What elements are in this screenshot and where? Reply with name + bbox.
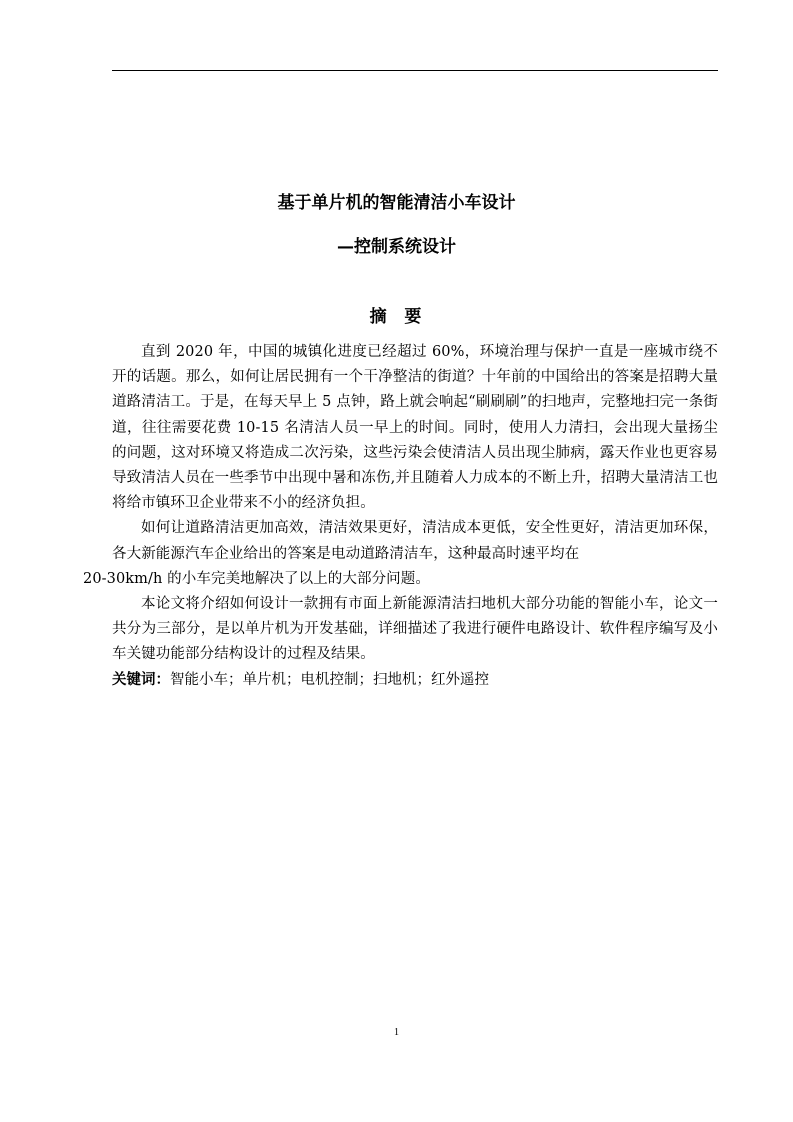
keywords-line [112,668,718,693]
abstract-paragraph-2-continuation: 20-30km/h 的小车完美地解决了以上的大部分问题。 [83,570,430,587]
abstract-paragraph-3: 本论文将介绍如何设计一款拥有市面上新能源清洁扫地机大部分功能的智能小车，论文一共分为三部分，是以单片机为开发基础，详细描述了我进行硬件电路设计、软件程序编写及小车关键功能部分结构设计的过程及结果。 [112,596,718,663]
header-rule [112,70,718,71]
abstract-paragraph-1: 直到 2020 年，中国的城镇化进度已经超过 60%，环境治理与保护一直是一座城市绕不开的话题。那么，如何让居民拥有一个干净整洁的街道？十年前的中国给出的答案是招聘大量道路清洁工。于是，在每天早上 5 点钟，路上就会响起“刷刷刷”的扫地声，完整地扫完一条街道，往往需要花费 10-15 名清洁人员一早上的时间。同时，使用人力清扫，会出现大量扬尘的问题，这对环境又将造成二次污染，这些污染会使清洁人员出现尘肺病，露天作业也更容易导致清洁人员在一些季节中出现中暑和冻伤,并且随着人力成本的不断上升，招聘大量清洁工也将给市镇环卫企业带来不小的经济负担。 [112,344,718,512]
document-title: 基于单片机的智能清洁小车设计 [277,193,516,213]
abstract-body [83,340,718,693]
abstract-heading: 摘 要 [369,307,424,327]
abstract-paragraph-2 [83,516,718,592]
keywords-label: 关键词： [112,671,170,688]
document-subtitle: —控制系统设计 [337,237,456,257]
abstract-paragraph-2-text: 如何让道路清洁更加高效，清洁效果更好，清洁成本更低，安全性更好，清洁更加环保，各大新能源汽车企业给出的答案是电动道路清洁车，这种最高时速平均在 [112,520,718,562]
keywords-text: 智能小车；单片机；电机控制；扫地机；红外遥控 [170,671,489,688]
page-number: 1 [394,1027,399,1038]
